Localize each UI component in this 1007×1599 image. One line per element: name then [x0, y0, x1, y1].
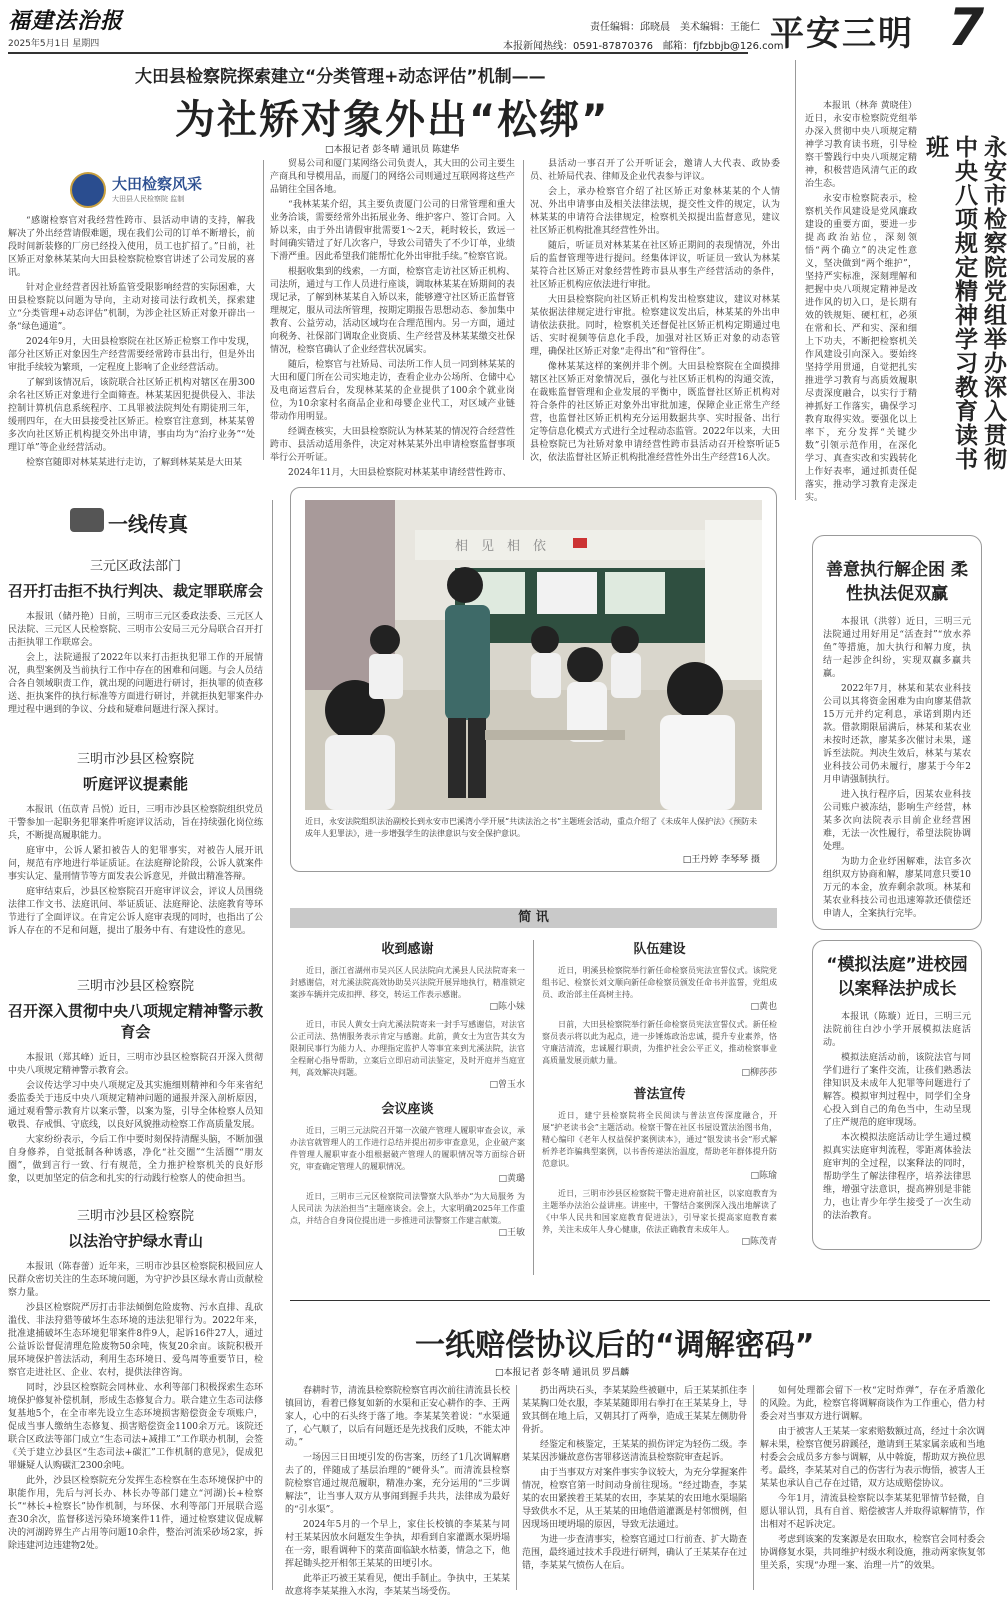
brief-item: 近日，市民人黄女士向尤溪法院寄来一封手写感谢信，对法官公正司法、热情服务表示肯定与感谢。此前，黄女士为宣告其女为限制民事行为能力人、办理指定监护人等事宜来到尤溪法院，法官全程耐心指导帮助，立案后立即启动司法鉴定，及时开庭并当庭宣判，高效解决问题。 □曾玉水 [290, 1020, 525, 1090]
column-logo-name: 大田检察风采 [112, 175, 203, 193]
hotline-line: 本报新闻热线：0591-87870376 邮箱：fjfzbbjb@126.com [503, 41, 784, 52]
yixian-item [8, 975, 263, 1222]
brief-section-head: 收到感谢 [381, 942, 434, 957]
yixian-org: 三明市沙县区检察院 [76, 1209, 194, 1224]
yixian-org: 三明市沙县区检察院 [76, 752, 194, 767]
lead-byline: □本报记者 彭冬晴 通讯员 陈建华 [325, 145, 460, 155]
yixian-item [8, 1205, 263, 1591]
classroom-photo [305, 500, 762, 810]
yixian-text: 本报讯（陈春蕾）近年来，三明市沙县区检察院积极回应人民群众密切关注的生态环境问题，为守护沙县区绿水青山贡献检察力量。 沙县区检察院严厉打击非法倾倒危险废物、污水直排、乱砍滥伐、非法狩猎等破坏生态环境的违法犯罪行为。2022年来，批准逮捕破坏生态环境犯罪案件8件9人，起诉16件27人，通过公益诉讼督促清理危险废物50余吨，恢复20余亩。该院积极开展环境保护普法活动，利用生态环境日、爱鸟周等重要节日，检察官走进社区、企业、农村，提供法律咨询。 同时，沙县区检察院会同林业、水利等部门积极探索生态环境保护修复补偿机制，形成生态修复合力。联合建立生态司法修复基地5个，在全市率先设立生态环境损害赔偿资金专项账户，促成当事人缴纳生态修复、损害赔偿资金1100余万元。该院还联合区政法等部门成立“生态司法+减排工”工作联办机制，会签《关于建立沙县区“生态司法+碳汇”工作机制的意见》，促成犯罪嫌疑人认购碳汇2300余吨。 此外，沙县区检察院充分发挥生态检察在生态环境保护中的职能作用，先后与河长办、林长办等部门建立“河湖)长+检察长”“林长+检察长”协作机制，与环保、水利等部门开展联合巡查30余次，监督移送污染环境案件11件，通过检察建议促成解决的河湖跨界生产占用等问题10余件，整治河流采砂场2家，拆除违建河边违建物2处。 [8, 1262, 263, 1551]
column-rule [753, 1385, 754, 1590]
bottom-column-3: 如何处理都会留下一枚“定时炸弹”，存在矛盾激化的风险。为此，检察官将调解商谈作为工作重心，借力村委会对当事双方进行调解。 由于被害人王某某一家索赔数额过高，经过十余次调解未果，检察官便另辟蹊径，邀请到王某家属亲戚和当地村委会会成员多方参与调解，从中斡旋，帮助双方换位思考。最终，李某某对自己的伤害行为表示悔悟，被害人王某某也承认自己存在过错，双方达成赔偿协议。 今年1月，清流县检察院以李某某犯罪情节轻微，自愿认罪认罚，具有自首、赔偿被害人并取得谅解情节，作出相对不起诉决定。 考虑到该案的发案源是农田取水，检察官会同村委会协调修复水渠，共同维护村级水利设施，推动两家恢复邻里关系，实现“办理一案、治理一片”的效果。 [760, 1386, 986, 1571]
bottom-rule [290, 1300, 990, 1301]
lead-title: 为社矫对象外出“松绑” [175, 97, 610, 143]
column-rule [523, 160, 524, 460]
yixian-org: 三明市沙县区检察院 [76, 979, 194, 994]
yixian-text: 本报讯（郑其峰）近日，三明市沙县区检察院召开深入贯彻中央八项规定精神警示教育会。 会议传达学习中央八项规定及其实施细则精神和今年来省纪委监委关于违反中央八项规定精神问题的通报并深入剖析原因，通过观看警示教育片以案示警，以案为鉴，引导全体检察人员知敬畏、存戒惧、守底线，以良好风貌推动检察工作高质量发展。 大家纷纷表示，今后工作中要时刻保持清醒头脑，不断加强自身修养，自觉抵制各种诱惑，净化“社交圈”“生活圈”“朋友圈”，做到言行一致、行有规范，全力推护检察机关的良好形象，以更加坚定的信念和扎实的行动践行检察人的使命担当。 [8, 1053, 263, 1184]
yixian-text: 本报讯（储丹艳）日前，三明市三元区委政法委、三元区人民法院、三元区人民检察院、三明市公安局三元分局联合召开打击拒执罪工作联席会。 会上，法院通报了2022年以来打击拒执犯罪工作的开展情况，典型案例及当前执行工作中存在的困难和问题。与会人员结合各自领域职责工作，就出现的问题进行研讨，拒执罪的侦查移送、拒执案件的执行标准等方面进行研讨，并就拒执犯罪案件办理过程中遇到的争议、分歧和疑难问题进行深入探讨。 [8, 612, 263, 715]
bottom-byline: □本报记者 彭冬晴 通讯员 罗昌麟 [495, 1368, 630, 1378]
yixian-text: 本报讯（伍苡青 吕悦）近日，三明市沙县区检察院组织党员干警参加一起职务犯罪案件听庭评议活动，旨在持续强化岗位练兵，不断提高履职能力。 庭审中，公诉人紧扣被告人的犯罪事实，对被告人展开讯问，规范有序地进行举证质证。在法庭辩论阶段，公诉人就案件事实认定、量刑情节等方面发表公诉意见，并做出精准答辩。 庭审结束后，沙县区检察院召开庭审评议会，评议人员围绕法律工作文书、法庭讯问、举证质证、法庭辩论、法庭教育等环节进行了全面评议。在肯定公诉人庭审表现的同时，也指出了公诉人存在的不足和问题，提出了服务中有、有建设性的意见。 [8, 805, 263, 936]
brief-section-head: 普法宣传 [633, 1087, 686, 1102]
column-logo-sub: 大田县人民检察院 监制 [112, 195, 185, 203]
yixian-headline: 听庭评议提素能 [82, 775, 188, 793]
yixian-headline: 召开深入贯彻中央八项规定精神警示教育会 [8, 1002, 264, 1041]
column-rule [272, 500, 273, 1590]
side-top-text: 本报讯（林奔 黄晓佳）近日，永安市检察院党组举办深入贯彻中央八项规定精神学习教育读书班，引导检察干警践行中央八项规定精神，积极营造风清气正的政治生态。 永安市检察院表示，检察机关作风建设是党风廉政建设的重要方面，要进一步提高政治站位，深刻领悟“两个确立”的决定性意义，坚决做到“两个维护”，坚持严实标准，深刻理解和把握中央八项规定精神是改进作风的切入口，是长期有效的铁规矩、硬杠杠，必须在常和长、严和实、深和细上下功夫，不断把检察机关作风建设引向深入。要始终坚持学用贯通，自觉把扎实推进学习教育与高质效履职尽责深度融合，以实行于精神抓好工作落实，确保学习教育取得实效。要强化以上率下，充分发挥“关键少数”引领示范作用，在深化学习、真查实改和实践转化上作好表率，通过抓责任促落实，推动学习教育走深走实。 [805, 101, 917, 503]
yixian-org: 三元区政法部门 [89, 559, 181, 574]
brief-item: 近日，三明三元法院召开第一次破产管理人履职审查会议，承办法官就管理人的工作进行总结并提出初步审查意见，企业破产案件管理人履职审查小组根据破产管理人的履职情况等方面综合研究，审查确定管理人的履职情况。 □黄璐 [290, 1126, 525, 1184]
yixian-headline: 召开打击拒不执行判决、裁定罪联席会 [8, 582, 264, 600]
masthead-logo: 福建法治报 [8, 8, 124, 34]
board-text: 相 见 相 依 [455, 539, 547, 554]
brief-section [542, 1083, 777, 1248]
bottom-column-2: 扔出两块石头，李某某险些被砸中，后王某某抓住李某某胸口处衣服，李某某随即用右拳打在王某某身上，导致其倒在地上后，又朝其打了两拳，造成王某某左侧肋骨骨折。 经鉴定和核鉴定，王某某的损伤评定为轻伤二级。李某某因涉嫌故意伤害罪移送清流县检察院审查起诉。 由于当事双方对案件事实争议较大，为充分掌握案件情况，检察官第一时间动身前往现场。“经过勘查，李某某的农田紧挨着王某某的农田，李某某的农田地水渠塌陷导致供水不足，从王某某的田地借道灌溉是村邻惯例，但因现场田埂坍塌的原因，导致无法通过。 为进一步查清事实，检察官通过口行前查、扩大勘查范围，最终通过技术手段进行研判，确认了王某某存在过错，李某某气愤伤人在后。 [522, 1386, 748, 1571]
column-rule [516, 1385, 517, 1590]
yixian-headline: 以法治守护绿水青山 [67, 1232, 203, 1250]
column-rule [795, 60, 796, 500]
lead-column-1: “感谢检察官对我经营性跨市、县活动申请的支持，解我解决了外出经营请假难题，现在我们公司的订单不断增长，前段时间新装修的厂房已经投入使用，员工也扩招了。”日前，社区矫正对象林某某向大田县检察院检察官讲述了公司发展的喜讯。 针对企业经营者因社矫监管受限影响经营的实际困难，大田县检察院以问题为导向，主动对接司法行政机关，探索建立“分类管理+动态评估”机制，为涉企社区矫正对象开辟出一条“绿色通道”。 2024年9月，大田县检察院在社区矫正检察工作中发现，部分社区矫正对象因生产经营需要经常跨市县出行，但是外出审批手续较为繁琐，一定程度上影响了企业经营活动。 了解到该情况后，该院联合社区矫正机构对辖区在册300余名社区矫正对象进行全面筛查。林某某因犯提供侵入、非法控制计算机信息系统程序、工具罪被法院判处有期徒刑三年，缓刑四年，在大田县接受社区矫正。检察官注意到，林某某曾多次向社区矫正机构提交外出申请，事由均为“治疗业务”“处理订单”等企业经营活动。 检察官随即对林某某进行走访，了解到林某某是大田某 [8, 216, 255, 468]
yixian-title: 一线传真 [108, 512, 188, 536]
bottom-column-1: 春耕时节，清流县检察院检察官再次前往清流县长校镇回访，看着已修复如新的水渠和正安心耕作的李、王两家人，心中的石头终于落了地。李某某笑着说：“水渠通了，心气顺了，以后有问题还是先找我们反映，不能太冲动。” 一场因三日田埂引发的伤害案，历经了1几次调解磨去了的，伴随成了基层治理的“硬骨头”。而清流县检察院检察官通过规范履职，精准办案，充分运用的“三步调解法”，让当事人双方从事闹到握手共共，法律成为最好的“引水渠”。 2024年5月的一个早上，家住长校镇的李某某与同村王某某因放水问题发生争执，却看到自家灌溉水渠坍塌在一旁，眼看调种下的菜苗面临缺水枯萎，情急之下，他挥起锄头挖开相邻王某某的田埂引水。 此举正巧被王某看见，便出手制止。争执中，王某某故意将李某某推入水沟，李某某当场受伤。 [285, 1386, 511, 1597]
yixian-item [8, 555, 263, 723]
lead-column-3: 县活动一事召开了公开听证会，邀请人大代表、政协委员、社矫局代表、律师及企业代表参与评议。 会上，承办检察官介绍了社区矫正对象林某某的个人情况、外出申请事由及相关法律法规，提交性文件的规定，认为林某某的申请符合法律规定，检察机关拟提出监督意见，建议社区矫正机构批准其经营性外出。 随后，听证员对林某某在社区矫正期间的表现情况，外出后的监督管理等进行提问。经集体评议，听证员一致认为林某某符合社区矫正对象经营性跨市县从事生产经营活动的条件，社区矫正机构应依法进行审批。 大田县检察院向社区矫正机构发出检察建议，建议对林某某依据法律规定进行审批。检察建议发出后，林某某的外出申请依法获批。同时，检察机关还督促社区矫正机构定期通过电话、实时视频等信息化手段，加强对社区矫正对象的动态管理，确保社区矫正对象“走得出”和“管得住”。 像林某某这样的案例并非个例。大田县检察院在全面摸排辖区社区矫正对象情况后，强化与社区矫正机构的沟通交流，在裁账监督管理和企业发展的平衡中，既监督社区矫正机构对符合条件的社区矫正对象外出审批加速，保障企业正常生产经营，也监督社区矫正机构充分运用数据共享、实时报备、出行定等信息化模式方式进行全过程动态监管。2022年以来，大田县检察院已为社矫对象申请经营性跨市县活动召开检察听证5次，依法监督社区矫正机构批准经营性外出生产经营16人次。 [530, 159, 780, 463]
lead-column-2: 贸易公司和厦门某网络公司负责人，其大田的公司主要生产商具和导模用品，而厦门的网络公司则通过互联网将这些产品销往全国各地。 “我林某某介绍，其主要负责厦门公司的日常管理和重大业务洽谈，需要经常外出拓展业务、维护客户、签订合同。入矫以来，由于外出请假审批需要1～2天，耗时较长，致远一时间确实错过了好几次客户，导致公司错失了不少订单，业绩下滑严重。因此希望我们能帮忙化外出审批手续。”检察官说。 根据收集到的线索，一方面，检察官走访社区矫正机构、司法所，通过与工作人员进行座谈，调取林某某在矫期间的表现记录，了解到林某某自入矫以来，能够遵守社区矫正监督管理规定，服从司法所管理，按期定期报告思想动态、参加集中教育、公益劳动，活动区域均在合理范围内。另一方面，通过向税务、社保部门调取企业资质、生产经营及林某某缴交社保情况，检察官确认了企业经营状况属实。 随后，检察官与社矫局、司法所工作人员一同到林某某的大田和厦门所在公司实地走访，查看企业办公场所、仓储中心及电商运营后台，发现林某某的企业提供了100余个就业岗位，为10余家村名商品企业和母婴企业代工，对区域产业链带动作用明显。 经调查核实，大田县检察院认为林某某的情况符合经营性跨市、县活动适用条件，决定对林某某外出申请检察监督事项举行公开听证。 2024年11月，大田县检察院对林某某申请经营性跨市、 [270, 159, 515, 478]
side-box-enforcement [812, 535, 982, 930]
column-rule [263, 160, 264, 460]
yixian-item [8, 748, 263, 954]
brief-title: 简 讯 [518, 910, 549, 925]
brief-item: 近日，浙江省湖州市吴兴区人民法院向尤溪县人民法院寄来一封感谢信，对尤溪法院高效协助吴兴法院开展异地执行，精准锁定案涉车辆并完成扣押、移交，转运工作表示感谢。 □陈小妹 [290, 966, 525, 1012]
photo-credit: □王丹婷 李琴琴 摄 [682, 855, 760, 865]
lead-kicker: 大田县检察院探索建立“分类管理+动态评估”机制—— [135, 67, 546, 87]
page-number: 7 [948, 0, 985, 58]
brief-item: 近日，明溪县检察院举行新任命检察员宪法宣誓仪式。该院党组书记、检察长刘文顺向新任命检察员颁发任命书并监誓，党组成员、政治部主任高树主持。 □黄也 [542, 966, 777, 1012]
photo-frame [290, 487, 777, 872]
bottom-title: 一纸赔偿协议后的“调解密码” [415, 1328, 815, 1363]
brief-banner [290, 908, 777, 928]
brief-item: 近日，三明市沙县区检察院干警走进府前社区，以家庭教育为主题举办法治公益讲座。讲座中，干警结合案例深入浅出地解读了《中华人民共和国家庭教育促进法》，引导家长提高家庭教育素养，关注未成年人身心健康，依法正确教育未成年人。 □陈茂青 [542, 1189, 777, 1247]
header-rule [8, 52, 748, 54]
brief-section [542, 938, 777, 1079]
brief-item: 近日，三明市三元区检察院司法警察大队举办“为大局服务 为人民司法 为法治担当”主题座谈会。会上，大家明确2025年工作重点，并结合自身岗位提出进一步推进司法警察工作建言献策。 □王敏 [290, 1192, 525, 1238]
section-name: 平安三明 [770, 14, 914, 54]
issue-date: 2025年5月1日 星期四 [8, 39, 100, 49]
side-top-title: 永安市检察院党组举办深入贯彻中央八项规定精神学习教育读书班 [922, 135, 1006, 471]
side-box-moot-court [812, 940, 982, 1250]
brief-section-head: 队伍建设 [633, 942, 686, 957]
photo-caption: 近日，永安法院组织法治副校长到永安市巴溪湾小学开展“共读法治之书”主题班会活动，重点介绍了《未成年人保护法》《预防未成年人犯罪法》，进一步增强学生的法律意识与安全保护意识。 [305, 817, 758, 838]
side-box-moot-court-text: 本报讯（陈璇）近日，三明三元法院前往白沙小学开展模拟法庭活动。 模拟法庭活动前，该院法官与同学们进行了案件交流，让孩们熟悉法律知识及未成年人犯罪等问题进行了解答。模拟审判过程中，同学们全身心投入到自己的角色当中，生动呈现了庄严规范的庭审现场。 本次模拟法庭活动让学生通过模拟真实法庭审判流程，零距离体验法庭审判的全过程，以案释法的同时，帮助学生了解法律程序，培养法律思维，增强守法意识，提高辨别是非能力，也让青少年学生接受了一次生动的法治教育。 [823, 1012, 971, 1221]
column-rule [533, 940, 534, 1275]
brief-section [290, 938, 525, 1091]
column-logo [70, 170, 225, 212]
side-box-enforcement-text: 本报讯（洪蓉）近日，三明三元法院通过用好用足“活查封”“放水养鱼”等措施，加大执行和解力度，执结一起涉企纠纷，实现双赢多赢共赢。 2022年7月，林某和某农业科技公司以其将资金困难为由向廖某借款15万元并约定利息，承诺到期内还款。借款期限届满后，林某和某农业未按时还款，廖某多次催讨未果，遂诉至法院。判决生效后，林某与某农业科技公司仍未履行，廖某于今年2月申请强制执行。 进入执行程序后，因某农业科技公司账户被冻结，影响生产经营，林某多次向法院表示目前企业经营困难，无法一次性履行，希望法院协调处理。 为助力企业纾困解难，法官多次组织双方协商和解，廖某同意只要10万元的本金，放弃剩余款项。林某和某农业科技公司也迅速筹款还债偿还申请人，全案执行完毕。 [823, 617, 971, 919]
procuratorate-emblem-icon [70, 172, 106, 208]
fax-icon [70, 508, 104, 532]
editors-line: 责任编辑：邱晓晨 美术编辑：王能仁 [590, 22, 760, 33]
brief-item: 近日，建宁县检察院将全民阅读与普法宣传深度融合，开展“护老读书会”主题活动。检察干警在社区书屋设置法治图书角，精心编印《老年人权益保护案例读本》，通过“银发读书会”形式解析养老诈骗典型案例，以书香传递法治温度，帮助老年群体提升防范意识。 □陈瑜 [542, 1111, 777, 1181]
classroom-photo-illustration [305, 500, 762, 810]
brief-section [290, 1098, 525, 1239]
brief-section-head: 会议座谈 [381, 1102, 434, 1117]
side-box-enforcement-title: 善意执行解企困 柔性执法促双赢 [826, 560, 968, 604]
brief-item: 日前，大田县检察院举行新任命检察员宪法宣誓仪式。新任检察员表示将以此为起点，进一步锤炼政治忠诚，提升专业素养，恪守廉洁清流，忠诚履行职责，为推护社会公平正义，推动检察事业高质量发展贡献力量。 □柳莎莎 [542, 1020, 777, 1078]
side-box-moot-court-title: “模拟法庭”进校园 以案释法护成长 [826, 955, 968, 999]
